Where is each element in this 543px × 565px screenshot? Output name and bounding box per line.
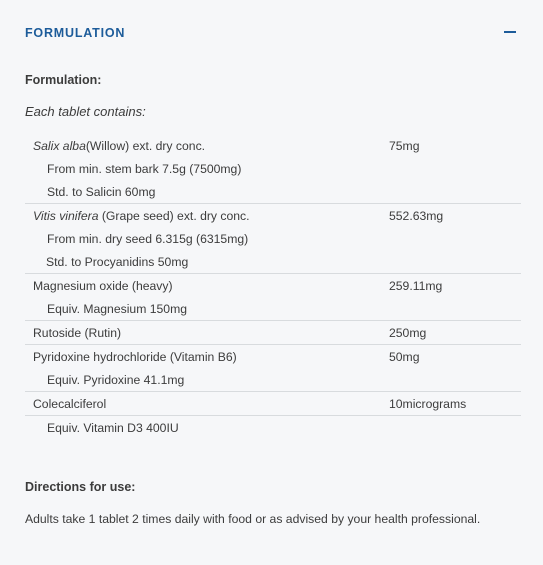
- ingredient-detail: Equiv. Pyridoxine 41.1mg: [25, 368, 389, 392]
- table-row: [25, 368, 521, 392]
- table-row: [25, 297, 521, 321]
- ingredient-amount: 75mg: [389, 138, 420, 153]
- ingredient-amount: 552.63mg: [389, 208, 444, 223]
- ingredient-detail: Equiv. Magnesium 150mg: [25, 297, 389, 321]
- ingredient-name-rest: (Grape seed) ext. dry conc.: [98, 208, 250, 223]
- ingredient-amount: 259.11mg: [389, 278, 443, 293]
- section-title: FORMULATION: [25, 25, 126, 40]
- table-row: [25, 321, 521, 345]
- ingredient-amount: 50mg: [389, 349, 420, 364]
- ingredient-name-rest: (Willow) ext. dry conc.: [85, 138, 206, 153]
- table-row: [25, 204, 521, 228]
- formulation-label: Formulation:: [25, 73, 102, 87]
- directions-text: Adults take 1 tablet 2 times daily with food or as advised by your health professional.: [25, 512, 481, 526]
- collapse-minus-icon[interactable]: [501, 23, 519, 41]
- ingredient-detail: Std. to Procyanidins 50mg: [25, 250, 389, 274]
- ingredient-name: Colecalciferol: [25, 392, 389, 416]
- ingredient-name: [25, 204, 389, 228]
- table-row: [25, 250, 521, 274]
- ingredient-name: Pyridoxine hydrochloride (Vitamin B6): [33, 349, 237, 364]
- ingredient-name-italic: Salix alba: [33, 138, 86, 153]
- table-row: [25, 345, 521, 369]
- ingredient-detail: Std. to Salicin 60mg: [25, 180, 389, 204]
- table-row: [25, 227, 521, 250]
- ingredient-detail: Equiv. Vitamin D3 400IU: [47, 420, 179, 435]
- ingredient-detail: From min. stem bark 7.5g (7500mg): [47, 161, 242, 176]
- table-row: [25, 157, 521, 180]
- ingredient-name: [25, 134, 389, 157]
- table-row: [25, 392, 521, 416]
- tablet-contents-intro: Each tablet contains:: [25, 104, 146, 119]
- ingredient-amount: 250mg: [389, 321, 521, 345]
- ingredient-name-italic: Vitis vinifera: [33, 208, 99, 223]
- ingredient-detail: From min. dry seed 6.315g (6315mg): [47, 231, 249, 246]
- table-row: [25, 416, 521, 440]
- table-row: [25, 274, 521, 298]
- ingredient-amount: 10micrograms: [389, 392, 521, 416]
- table-row: [25, 180, 521, 204]
- table-row: [25, 134, 521, 157]
- ingredients-table: [25, 134, 521, 439]
- directions-label: Directions for use:: [25, 480, 136, 494]
- accordion-header[interactable]: [25, 0, 521, 64]
- ingredient-name: Magnesium oxide (heavy): [33, 278, 173, 293]
- ingredient-name: Rutoside (Rutin): [25, 321, 389, 345]
